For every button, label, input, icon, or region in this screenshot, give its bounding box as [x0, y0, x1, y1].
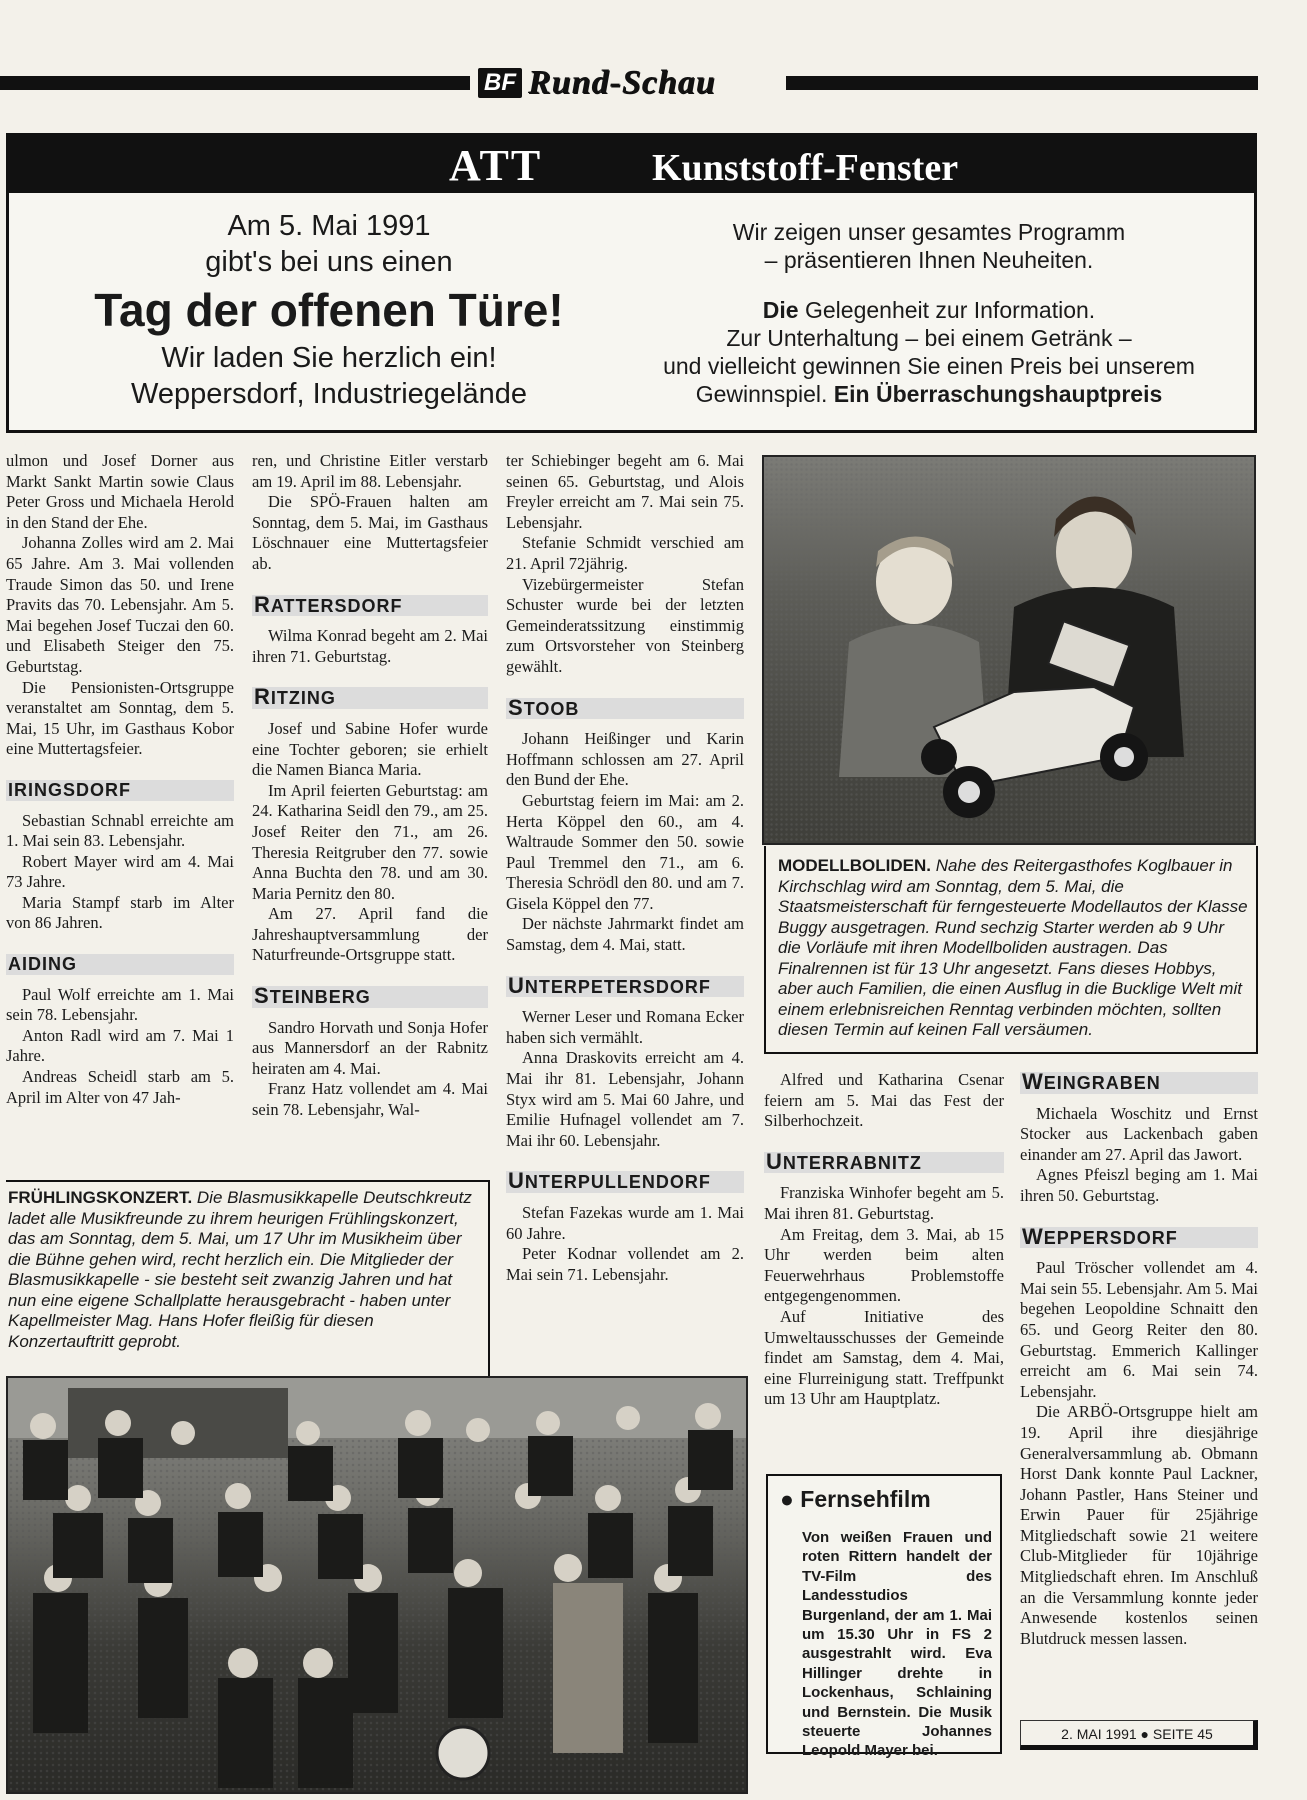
bullet-icon: ●	[1140, 1726, 1153, 1742]
section-heading-steinberg: STEINBERG	[252, 986, 488, 1008]
ad-line4: Wir laden Sie herzlich ein!	[161, 342, 497, 374]
caption-text: Nahe des Reitergasthofes Koglbauer in Kirchschlag wird am Sonntag, dem 5. Mai, die Staatsmeisterschaft für ferngesteuerte Modellautos der Klasse Buggy ausgetragen. Rund sechzig Starter werden ab 9 Uhr die Vorläufe mit ihren Modellboliden austragen. Das Finalrennen ist für 13 Uhr angesetzt. Fans dieses Hobbys, aber auch Familien, die einen Ausflug in die Bucklige Welt mit einem erlebnisreichen Renntag verbinden möchten, sollten diesen Termin auf keinen Fall versäumen.	[778, 856, 1248, 1039]
fernsehfilm-box	[766, 1474, 1002, 1760]
text-paragraph: Anna Draskovits erreicht am 4. Mai ihr 81. Lebensjahr, Johann Styx wird am 5. Mai 60 Jahre, und Emilie Hufnagel vollendet am 7. Mai ihr 60. Lebensjahr.	[506, 1048, 744, 1150]
section-heading-stoob: STOOB	[506, 698, 744, 720]
text-paragraph: Die ARBÖ-Ortsgruppe hielt am 19. April ihre diesjährige Generalversammlung ab. Obmann Horst Dank konnte Paul Lackner, Johann Pastler, Hans Steiner und Erwin Pauer für 25jährige Mitgliedschaft sowie 21 weitere Club-Mitglieder für 10jährige Mitgliedschaft ehren. Im Anschluß an die Versammlung konnte jeder Anwesende kostenlos seinen Blutdruck messen lassen.	[1020, 1402, 1258, 1648]
text-paragraph: Werner Leser und Romana Ecker haben sich vermählt.	[506, 1007, 744, 1047]
masthead	[478, 64, 778, 102]
text-paragraph: Am 27. April fand die Jahreshauptversammlung der Naturfreunde-Ortsgruppe statt.	[252, 904, 488, 965]
concert-caption	[8, 1188, 482, 1352]
text-paragraph: Josef und Sabine Hofer wurde eine Tochter geboren; sie erhielt die Namen Bianca Maria.	[252, 718, 488, 780]
text-paragraph: Sebastian Schnabl erreichte am 1. Mai sein 83. Lebensjahr.	[6, 810, 234, 851]
ad-details	[649, 218, 1209, 408]
ad-location: Weppersdorf, Industriegelände	[130, 378, 528, 410]
column-3	[506, 451, 744, 1285]
text-paragraph: Paul Tröscher vollendet am 4. Mai sein 55. Lebensjahr. Am 5. Mai begehen Leopoldine Schnaitt den 65. und Georg Reiter den 80. Geburtstag. Emmerich Kallinger erreicht am 6. Mai sein 74. Lebensjahr.	[1020, 1258, 1258, 1401]
ad-right-line5: und vielleicht gewinnen Sie einen Preis bei unserem	[663, 353, 1195, 379]
ad-right-line1: Wir zeigen unser gesamtes Programm	[732, 219, 1126, 245]
text-paragraph: Im April feierten Geburtstag: am 24. Katharina Seidl den 79., am 25. Josef Reiter den 71., am 26. Theresia Reitgruber den 77. sowie Anna Buchta den 78. und am 30. Maria Pernitz den 80.	[252, 780, 488, 903]
issue-date: 2. MAI 1991	[1061, 1726, 1137, 1742]
text-paragraph: Die Pensionisten-Ortsgruppe veranstaltet am Sonntag, dem 5. Mai, 15 Uhr, im Gasthaus Kobor eine Muttertagsfeier.	[6, 677, 234, 759]
ad-date: Am 5. Mai 1991	[227, 210, 431, 242]
column-1	[6, 451, 234, 1108]
text-paragraph: Sandro Horvath und Sonja Hofer aus Mannersdorf an der Rabnitz heiraten am 4. Mai.	[252, 1017, 488, 1078]
ad-product: Kunststoff-Fenster	[652, 147, 959, 189]
text-paragraph: Anton Radl wird am 7. Mai 1 Jahre.	[6, 1025, 234, 1066]
text-paragraph: Franz Hatz vollendet am 4. Mai sein 78. Lebensjahr, Wal-	[252, 1079, 488, 1120]
ad-line2: gibt's bei uns einen	[205, 246, 453, 278]
photo-modellboliden	[762, 455, 1256, 845]
text-paragraph: Franziska Winhofer begeht am 5. Mai ihren 81. Geburtstag.	[764, 1183, 1004, 1223]
fernsehfilm-text: Von weißen Frauen und roten Rittern handelt der TV-Film des Landesstudios Burgenland, der am 1. Mai um 15.30 Uhr in FS 2 ausgestrahlt wird. Eva Hillinger drehte in Lockenhaus, Schlaining und Bernstein. Die Musik steuerte Johannes Leopold Mayer bei.	[802, 1529, 992, 1760]
text-paragraph: Agnes Pfeiszl beging am 1. Mai ihren 50. Geburtstag.	[1020, 1165, 1258, 1205]
caption-frame	[764, 846, 1258, 1054]
text-paragraph: Alfred und Katharina Csenar feiern am 5. Mai das Fest der Silberhochzeit.	[764, 1070, 1004, 1131]
section-heading-unterrabnitz: UNTERRABNITZ	[764, 1152, 1004, 1174]
bf-logo: BF	[478, 68, 522, 98]
section-heading-raiding: AIDING	[6, 954, 234, 975]
concert-title: FRÜHLINGSKONZERT.	[8, 1188, 193, 1207]
text-paragraph: Johanna Zolles wird am 2. Mai 65 Jahre. Am 3. Mai vollenden Traude Simon das 50. und Irene Pravits das 70. Lebensjahr. Am 5. Mai begehen Josef Tuczai den 60. und Elisabeth Steiger den 75. Geburtstag.	[6, 533, 234, 676]
ad-right-line3: Die Gelegenheit zur Information.	[762, 297, 1096, 323]
bullet-icon: ●	[780, 1486, 801, 1512]
ad-right-line2: – präsentieren Ihnen Neuheiten.	[764, 247, 1094, 273]
text-paragraph: Am Freitag, dem 3. Mai, ab 15 Uhr werden beim alten Feuerwehrhaus Problemstoffe entgegengenommen.	[764, 1224, 1004, 1306]
section-heading-unterpullendorf: UNTERPULLENDORF	[506, 1171, 744, 1193]
text-paragraph: Geburtstag feiern im Mai: am 2. Herta Köppel den 60., am 4. Waltraude Sommer den 50. sowie Paul Tremmel den 71., am 6. Theresia Schrödl den 80. und am 7. Gisela Köppel den 77.	[506, 790, 744, 913]
caption-title: MODELLBOLIDEN.	[778, 856, 931, 875]
section-heading-unterpetersdorf: UNTERPETERSDORF	[506, 976, 744, 998]
text-paragraph: ter Schiebinger begeht am 6. Mai seinen 65. Geburtstag, und Alois Freyler erreicht am 7. Mai sein 75. Lebensjahr.	[506, 451, 744, 532]
text-paragraph: Stefan Fazekas wurde am 1. Mai 60 Jahre.	[506, 1203, 744, 1243]
section-heading-piringsdorf: IRINGSDORF	[6, 780, 234, 801]
section-heading-weingraben: WEINGRABEN	[1020, 1072, 1258, 1094]
text-paragraph: Peter Kodnar vollendet am 2. Mai sein 71. Lebensjahr.	[506, 1244, 744, 1284]
section-title: Rund-Schau	[528, 64, 716, 101]
text-paragraph: Andreas Scheidl starb am 5. April im Alter von 47 Jah-	[6, 1067, 234, 1107]
concert-text: Die Blasmusikkapelle Deutschkreutz ladet alle Musikfreunde zu ihrem heurigen Frühlingskonzert, das am Sonntag, dem 5. Mai, um 17 Uhr im Musikheim über die Bühne gehen wird, recht herzlich ein. Die Mitglieder der Blasmusikkapelle - sie besteht seit zwanzig Jahren und hat nun eine eigene Schallplatte herausgebracht - haben unter Kapellmeister Mag. Hans Hofer fleißig für diesen Konzertauftritt geprobt.	[8, 1188, 472, 1351]
text-paragraph: Johann Heißinger und Karin Hoffmann schlossen am 27. April den Bund der Ehe.	[506, 729, 744, 790]
ad-headline: Tag der offenen Türe!	[94, 284, 564, 336]
fernsehfilm-title: ● Fernsehfilm	[780, 1486, 931, 1512]
text-paragraph: ren, und Christine Eitler verstarb am 19. April im 88. Lebensjahr.	[252, 451, 488, 491]
section-heading-ritzing: RITZING	[252, 687, 488, 709]
section-heading-rattersdorf: RATTERSDORF	[252, 595, 488, 617]
column-5	[1020, 1070, 1258, 1649]
text-paragraph: Die SPÖ-Frauen halten am Sonntag, dem 5. Mai, im Gasthaus Löschnauer eine Muttertagsfeier ab.	[252, 492, 488, 573]
ad-title-bar	[9, 136, 1254, 193]
section-heading-weppersdorf: WEPPERSDORF	[1020, 1227, 1258, 1249]
masthead-rule-left	[0, 76, 470, 90]
photo-blasmusikkapelle	[6, 1376, 748, 1794]
ad-invitation	[69, 208, 589, 412]
text-paragraph: ulmon und Josef Dorner aus Markt Sankt Martin sowie Claus Peter Gross und Michaela Herold in den Stand der Ehe.	[6, 451, 234, 532]
ad-brand: ATT	[449, 141, 543, 190]
text-paragraph: Auf Initiative des Umweltausschusses der Gemeinde findet am Samstag, dem 4. Mai, eine Flurreinigung statt. Treffpunkt um 13 Uhr am Hauptplatz.	[764, 1306, 1004, 1409]
att-advertisement	[6, 133, 1257, 433]
text-paragraph: Der nächste Jahrmarkt findet am Samstag, dem 4. Mai, statt.	[506, 914, 744, 955]
page-footer	[1020, 1720, 1258, 1750]
ad-right-line6: Gewinnspiel. Ein Überraschungshauptpreis	[695, 381, 1163, 407]
text-paragraph: Vizebürgermeister Stefan Schuster wurde bei der letzten Gemeinderatssitzung einstimmig zum Ortsvorsteher von Steinberg gewählt.	[506, 574, 744, 676]
page-number: SEITE 45	[1152, 1726, 1213, 1742]
column-4	[764, 1070, 1004, 1410]
text-paragraph: Maria Stampf starb im Alter von 86 Jahren.	[6, 892, 234, 933]
column-2	[252, 451, 488, 1121]
masthead-rule-right	[786, 76, 1258, 90]
text-paragraph: Michaela Woschitz und Ernst Stocker aus Lackenbach gaben einander am 27. April das Jawort.	[1020, 1103, 1258, 1164]
text-paragraph: Stefanie Schmidt verschied am 21. April 72jährig.	[506, 533, 744, 573]
text-paragraph: Wilma Konrad begeht am 2. Mai ihren 71. Geburtstag.	[252, 626, 488, 666]
text-paragraph: Paul Wolf erreichte am 1. Mai sein 78. Lebensjahr.	[6, 984, 234, 1025]
ad-right-line4: Zur Unterhaltung – bei einem Getränk –	[726, 325, 1132, 351]
text-paragraph: Robert Mayer wird am 4. Mai 73 Jahre.	[6, 851, 234, 892]
